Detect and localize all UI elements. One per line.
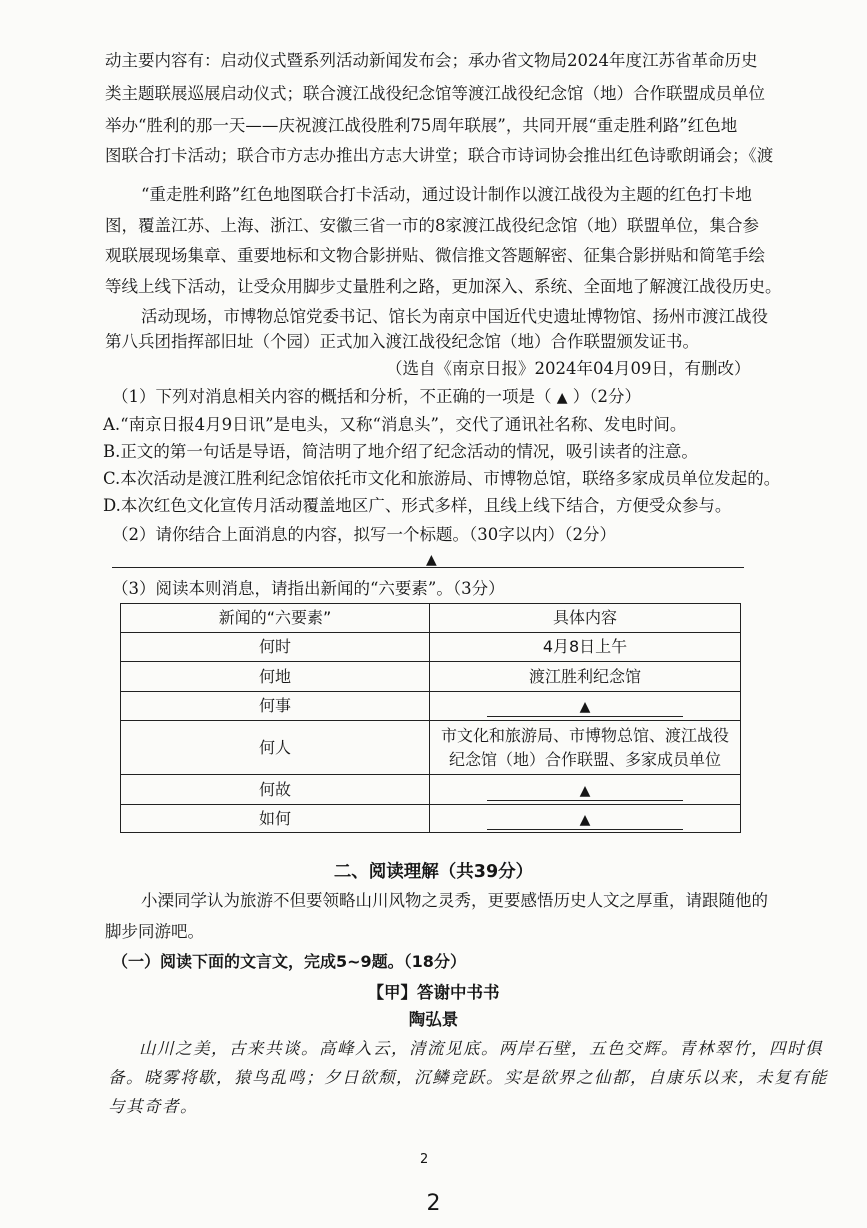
- table-row: [121, 721, 741, 775]
- classical-text-line: 与其奇者。: [108, 1097, 198, 1116]
- article-line: 类主题联展巡展启动仪式；联合渡江战役纪念馆等渡江战役纪念馆（地）合作联盟成员单位: [105, 84, 765, 103]
- answer-blank-triangle[interactable]: ▲: [556, 390, 568, 406]
- article-line: 活动现场，市博物总馆党委书记、馆长为南京中国近代史遗址博物馆、扬州市渡江战役: [141, 307, 768, 326]
- table-cell-answer[interactable]: [430, 805, 741, 833]
- answer-blank-triangle[interactable]: ▲: [487, 782, 683, 801]
- question-1-points: ）（2分）: [572, 387, 642, 406]
- table-cell-element: 何地: [121, 662, 430, 692]
- page-number-small: 2: [420, 1152, 429, 1167]
- article-line: 第八兵团指挥部旧址（个园）正式加入渡江战役纪念馆（地）合作联盟颁发证书。: [105, 332, 699, 351]
- table-row: [121, 805, 741, 833]
- article-line: 观联展现场集章、重要地标和文物合影拼贴、微信推文答题解密、征集合影拼贴和简笔手绘: [105, 246, 765, 265]
- table-cell-element: 何人: [121, 721, 430, 775]
- article-line: 图联合打卡活动；联合市方志办推出方志大讲堂；联合市诗词协会推出红色诗歌朗诵会；《渡: [105, 146, 774, 165]
- table-cell-content: 市文化和旅游局、市博物总馆、渡江战役纪念馆（地）合作联盟、多家成员单位: [430, 721, 741, 775]
- article-line: “重走胜利路”红色地图联合打卡活动，通过设计制作以渡江战役为主题的红色打卡地: [141, 185, 752, 204]
- table-cell-answer[interactable]: [430, 775, 741, 805]
- table-cell-content: 渡江胜利纪念馆: [430, 662, 741, 692]
- table-header: 具体内容: [430, 604, 741, 633]
- table-cell-element: 何故: [121, 775, 430, 805]
- section-intro: 脚步同游吧。: [105, 922, 204, 941]
- table-cell-answer[interactable]: [430, 692, 741, 721]
- page-number: 2: [426, 1191, 441, 1216]
- table-cell-element: 如何: [121, 805, 430, 833]
- table-row: [121, 692, 741, 721]
- answer-blank-triangle[interactable]: ▲: [426, 552, 437, 568]
- six-elements-table: [120, 603, 741, 833]
- table-cell-element: 何事: [121, 692, 430, 721]
- answer-blank-triangle[interactable]: ▲: [487, 811, 683, 830]
- article-line: 动主要内容有：启动仪式暨系列活动新闻发布会；承办省文物局2024年度江苏省革命历史: [105, 51, 758, 70]
- table-header: 新闻的“六要素”: [121, 604, 430, 633]
- answer-blank-triangle[interactable]: ▲: [487, 698, 683, 717]
- article-line: 举办“胜利的那一天——庆祝渡江战役胜利75周年联展”，共同开展“重走胜利路”红色地: [105, 116, 738, 135]
- article-source: （选自《南京日报》2024年04月09日，有删改）: [386, 359, 751, 378]
- classical-text-line: 山川之美，古来共谈。高峰入云，清流见底。两岸石壁，五色交辉。青林翠竹，四时俱: [139, 1039, 823, 1058]
- option-d: D.本次红色文化宣传月活动覆盖地区广、形式多样，且线上线下结合，方便受众参与。: [103, 496, 732, 515]
- table-row: [121, 775, 741, 805]
- option-a: A.“南京日报4月9日讯”是电头，又称“消息头”，交代了通讯社名称、发电时间。: [103, 415, 687, 434]
- section-intro: 小溧同学认为旅游不但要领略山川风物之灵秀，更要感悟历史人文之厚重，请跟随他的: [141, 891, 768, 910]
- classical-text-line: 备。晓雾将歇，猿鸟乱鸣；夕日欲颓，沉鳞竞跃。实是欲界之仙都，自康乐以来，未复有能: [108, 1068, 828, 1087]
- question-2: （2）请你结合上面消息的内容，拟写一个标题。（30字以内）（2分）: [112, 525, 616, 544]
- article-line: 等线上线下活动，让受众用脚步丈量胜利之路，更加深入、系统、全面地了解渡江战役历史。: [105, 277, 782, 296]
- article-line: 图，覆盖江苏、上海、浙江、安徽三省一市的8家渡江战役纪念馆（地）联盟单位，集合参: [105, 216, 759, 235]
- table-row: [121, 662, 741, 692]
- question-1-stem: （1）下列对消息相关内容的概括和分析，不正确的一项是（: [112, 387, 557, 406]
- question-3: （3）阅读本则消息，请指出新闻的“六要素”。（3分）: [112, 579, 505, 598]
- question-1: [112, 386, 641, 409]
- table-cell-content: 4月8日上午: [430, 633, 741, 662]
- section-heading: 二、阅读理解（共39分）: [333, 862, 534, 882]
- option-c: C.本次活动是渡江胜利纪念馆依托市文化和旅游局、市博物总馆，联络多家成员单位发起的。: [103, 469, 781, 488]
- table-cell-element: 何时: [121, 633, 430, 662]
- answer-line[interactable]: [112, 567, 744, 568]
- passage-author: 陶弘景: [408, 1010, 459, 1029]
- passage-title: 【甲】答谢中书书: [367, 983, 500, 1002]
- subsection-instruction: （一）阅读下面的文言文，完成5~9题。（18分）: [112, 952, 466, 971]
- table-header-row: [121, 604, 741, 633]
- option-b: B.正文的第一句话是导语，简洁明了地介绍了纪念活动的情况，吸引读者的注意。: [103, 442, 698, 461]
- table-row: [121, 633, 741, 662]
